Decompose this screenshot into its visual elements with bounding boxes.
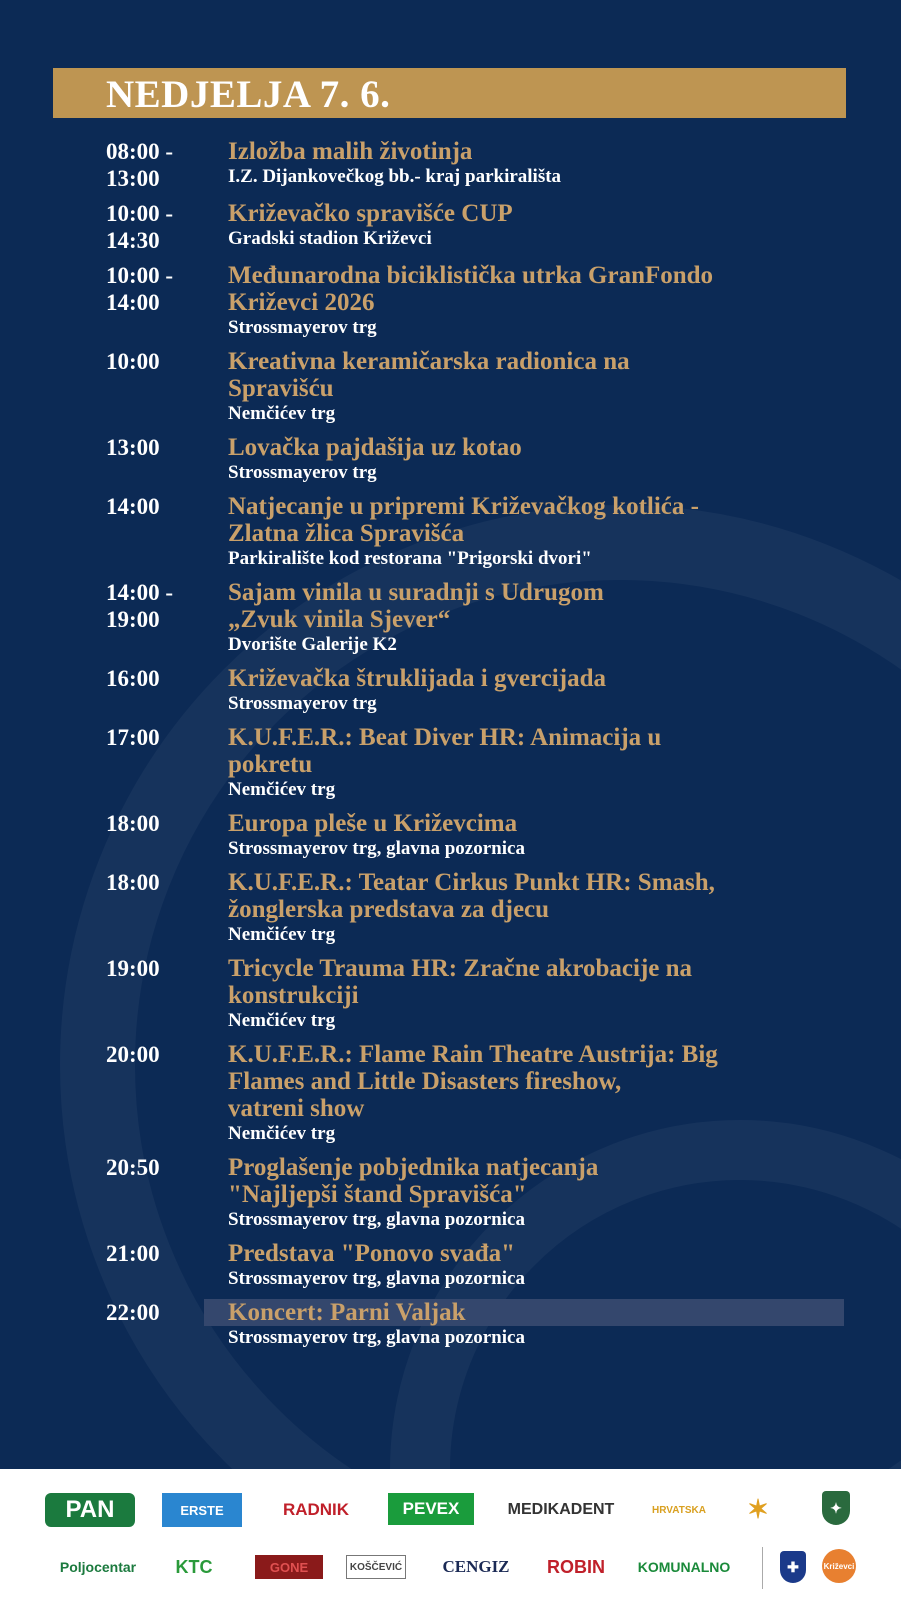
event-details (228, 1154, 858, 1232)
county-crest-icon: ✦ (822, 1491, 850, 1525)
event-location: Parkiralište kod restorana "Prigorski dvori" (228, 548, 592, 569)
day-header-bar (53, 68, 846, 118)
event-title: Lovačka pajdašija uz kotao (228, 434, 522, 461)
ktc-logo: KTC (175, 1556, 213, 1577)
event-row (0, 200, 901, 254)
event-time: 20:00 (106, 1042, 160, 1067)
event-time: 17:00 (106, 725, 160, 750)
day-title: NEDJELJA 7. 6. (106, 73, 391, 116)
event-title: Međunarodna biciklistička utrka GranFondo Križevci 2026 (228, 262, 714, 316)
event-row (0, 493, 901, 571)
event-title: Koncert: Parni Valjak (204, 1299, 844, 1326)
event-details (228, 810, 858, 861)
radnik-logo: RADNIK (282, 1500, 350, 1519)
event-row (0, 1154, 901, 1232)
event-row (0, 665, 901, 716)
event-title: Kreativna keramičarska radionica na Spravišću (228, 348, 630, 402)
event-location: Strossmayerov trg, glavna pozornica (228, 1209, 525, 1230)
event-title: Proglašenje pobjednika natjecanja "Najljepši štand Spravišća" (228, 1154, 599, 1208)
event-time: 14:00 - 19:00 (106, 580, 174, 632)
event-location: Strossmayerov trg, glavna pozornica (228, 838, 525, 859)
event-row (0, 869, 901, 947)
gone-logo: GONE (255, 1555, 323, 1579)
event-title: Križevačko spravišće CUP (228, 200, 513, 227)
event-time: 21:00 (106, 1241, 160, 1266)
event-time: 20:50 (106, 1155, 160, 1180)
event-location: Nemčićev trg (228, 924, 336, 945)
event-details (228, 579, 858, 657)
event-row (0, 1041, 901, 1146)
event-title: K.U.F.E.R.: Flame Rain Theatre Austrija: Big Flames and Little Disasters fireshow, vatreni show (228, 1041, 718, 1122)
event-time: 19:00 (106, 956, 160, 981)
event-title: Predstava "Ponovo svađa" (228, 1240, 516, 1267)
city-crest-icon: ✚ (780, 1551, 806, 1583)
event-title: K.U.F.E.R.: Teatar Cirkus Punkt HR: Smash, žonglerska predstava za djecu (228, 869, 715, 923)
event-row (0, 810, 901, 861)
event-details (228, 200, 858, 254)
event-time: 18:00 (106, 870, 160, 895)
event-row (0, 724, 901, 802)
medikadent-logo: MEDIKADENT (507, 1501, 615, 1518)
event-location: Nemčićev trg (228, 1010, 336, 1031)
event-details (228, 1299, 858, 1350)
event-location: Nemčićev trg (228, 403, 336, 424)
koscevic-logo: KOŠČEVIĆ (346, 1555, 406, 1579)
event-row (0, 434, 901, 485)
trg-logo-icon: ✶ (747, 1493, 769, 1524)
event-location: Strossmayerov trg (228, 462, 377, 483)
event-location: Strossmayerov trg (228, 317, 377, 338)
event-location: Dvorište Galerije K2 (228, 634, 397, 655)
sponsor-divider (762, 1547, 763, 1589)
event-details (228, 138, 858, 192)
event-details (228, 434, 858, 485)
event-list (0, 138, 901, 1358)
event-details (228, 493, 858, 571)
hrvatska-logo: HRVATSKA (652, 1504, 706, 1516)
cengiz-logo: CENGIZ (442, 1557, 510, 1576)
event-details (228, 348, 858, 426)
event-time: 14:00 (106, 494, 160, 519)
poljocentar-logo: Poljocentar (59, 1559, 137, 1575)
event-details (228, 665, 858, 716)
event-row (0, 262, 901, 340)
event-details (228, 1240, 858, 1291)
event-time: 22:00 (106, 1300, 160, 1325)
event-title: Natjecanje u pripremi Križevačkog kotlića - Zlatna žlica Spravišća (228, 493, 699, 547)
robin-logo: ROBIN (547, 1556, 605, 1577)
event-time: 10:00 - 14:00 (106, 263, 174, 315)
event-location: Strossmayerov trg, glavna pozornica (228, 1268, 525, 1289)
event-time: 18:00 (106, 811, 160, 836)
event-details (228, 869, 858, 947)
event-row (0, 138, 901, 192)
event-location: I.Z. Dijankovečkog bb.- kraj parkirališta (228, 166, 562, 187)
event-location: Gradski stadion Križevci (228, 228, 432, 249)
event-title: Tricycle Trauma HR: Zračne akrobacije na konstrukciji (228, 955, 693, 1009)
event-row (0, 579, 901, 657)
event-details (228, 955, 858, 1033)
event-location: Strossmayerov trg (228, 693, 377, 714)
event-time: 08:00 - 13:00 (106, 139, 174, 191)
event-row (0, 1299, 901, 1350)
event-time: 10:00 - 14:30 (106, 201, 174, 253)
komunalno-logo: KOMUNALNO (637, 1559, 731, 1575)
event-details (228, 1041, 858, 1146)
event-details (228, 262, 858, 340)
event-title: Europa pleše u Križevcima (228, 810, 518, 837)
event-details (228, 724, 858, 802)
event-location: Nemčićev trg (228, 1123, 336, 1144)
event-time: 16:00 (106, 666, 160, 691)
event-time: 13:00 (106, 435, 160, 460)
event-location: Nemčićev trg (228, 779, 336, 800)
pan-logo: PAN (45, 1493, 135, 1527)
krizevci-logo: Križevci (822, 1549, 856, 1583)
event-title: Križevačka štruklijada i gvercijada (228, 665, 606, 692)
event-title: K.U.F.E.R.: Beat Diver HR: Animacija u pokretu (228, 724, 662, 778)
sponsor-strip (0, 1469, 901, 1601)
event-location: Strossmayerov trg, glavna pozornica (228, 1327, 525, 1348)
pevex-logo: PEVEX (388, 1493, 474, 1525)
event-title: Sajam vinila u suradnji s Udrugom „Zvuk vinila Sjever“ (228, 579, 604, 633)
event-title: Izložba malih životinja (228, 138, 473, 165)
erste-logo: ERSTE (162, 1493, 242, 1527)
event-row (0, 1240, 901, 1291)
event-row (0, 955, 901, 1033)
event-time: 10:00 (106, 349, 160, 374)
event-row (0, 348, 901, 426)
